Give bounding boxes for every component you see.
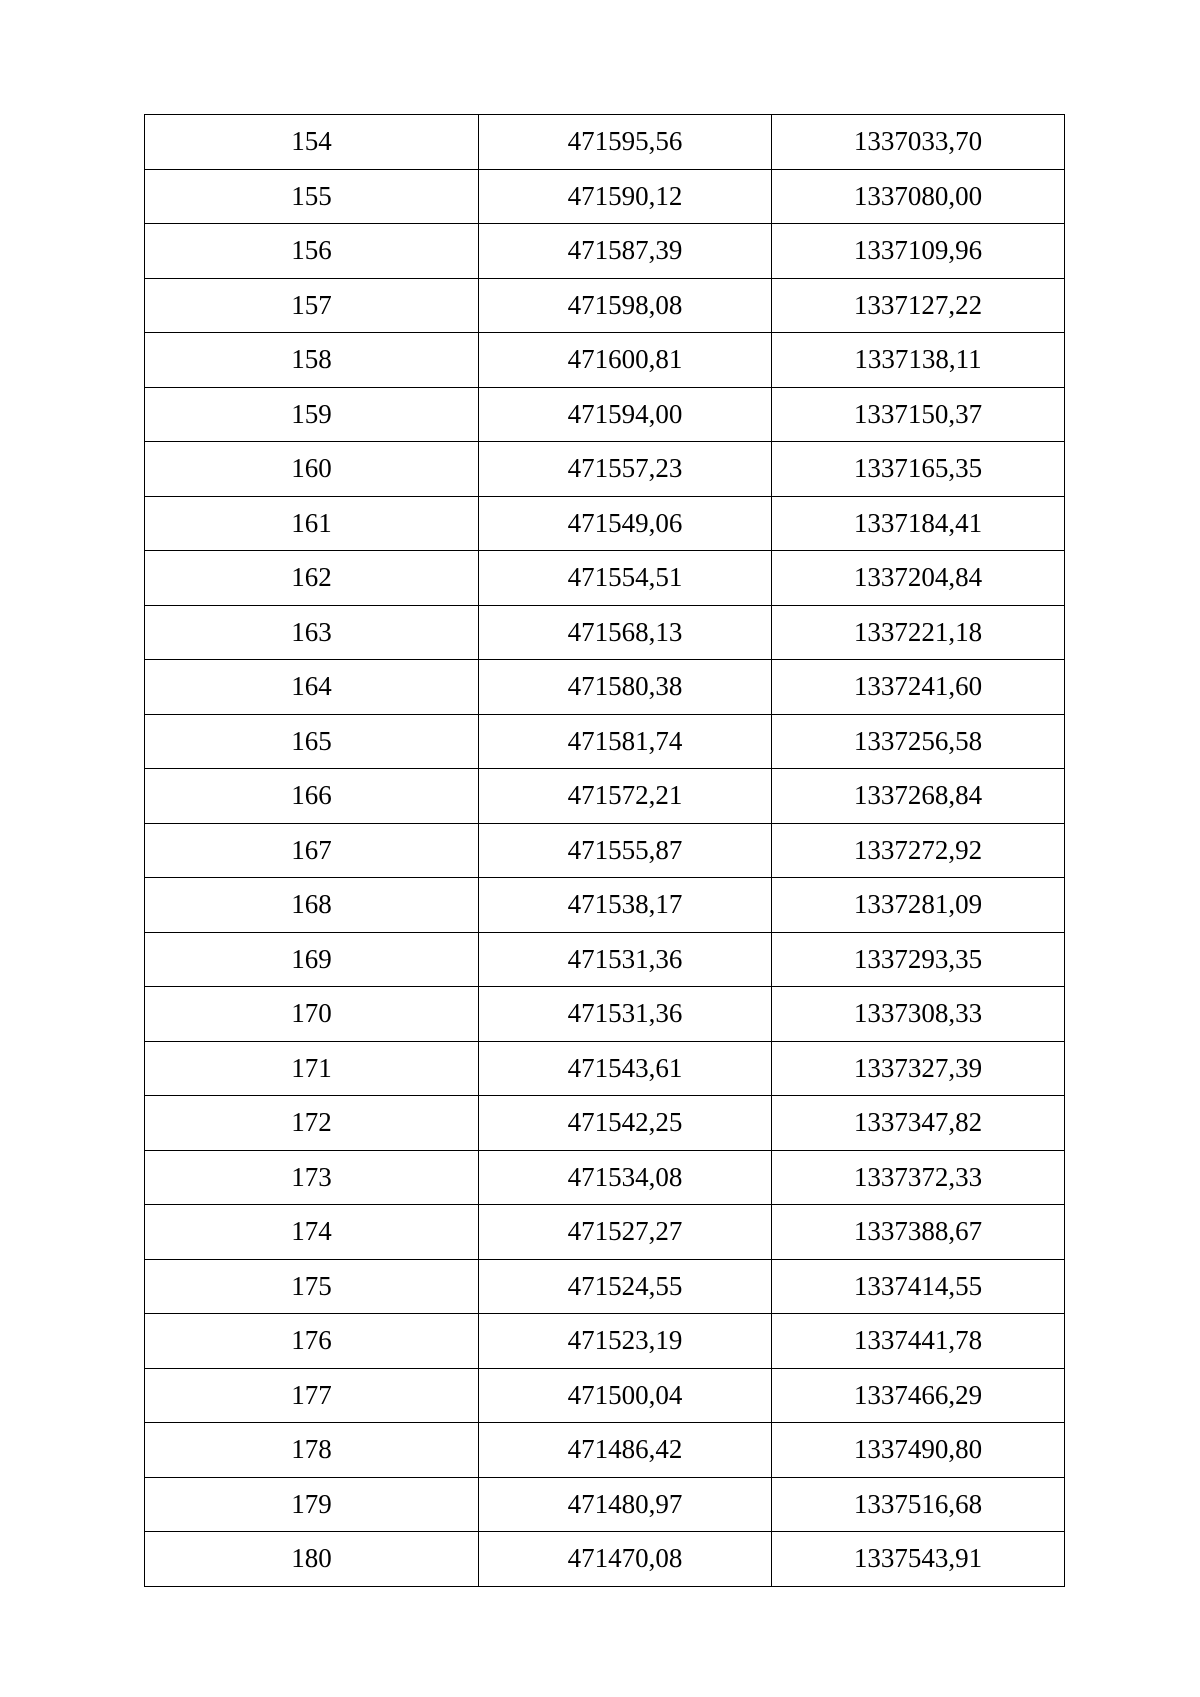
y-coordinate-cell: 1337204,84	[772, 551, 1065, 606]
table-row	[145, 1096, 1065, 1151]
table-row	[145, 1314, 1065, 1369]
y-coordinate-cell: 1337150,37	[772, 387, 1065, 442]
point-number-cell: 178	[145, 1423, 479, 1478]
table-row	[145, 442, 1065, 497]
table-row	[145, 1259, 1065, 1314]
table-row	[145, 333, 1065, 388]
y-coordinate-cell: 1337033,70	[772, 115, 1065, 170]
point-number-cell: 171	[145, 1041, 479, 1096]
point-number-cell: 176	[145, 1314, 479, 1369]
table-row	[145, 1532, 1065, 1587]
x-coordinate-cell: 471543,61	[479, 1041, 772, 1096]
y-coordinate-cell: 1337466,29	[772, 1368, 1065, 1423]
point-number-cell: 156	[145, 224, 479, 279]
point-number-cell: 175	[145, 1259, 479, 1314]
point-number-cell: 172	[145, 1096, 479, 1151]
coordinates-table-body	[145, 115, 1065, 1587]
point-number-cell: 173	[145, 1150, 479, 1205]
x-coordinate-cell: 471534,08	[479, 1150, 772, 1205]
point-number-cell: 157	[145, 278, 479, 333]
point-number-cell: 162	[145, 551, 479, 606]
x-coordinate-cell: 471581,74	[479, 714, 772, 769]
table-row	[145, 278, 1065, 333]
point-number-cell: 155	[145, 169, 479, 224]
table-row	[145, 115, 1065, 170]
y-coordinate-cell: 1337109,96	[772, 224, 1065, 279]
x-coordinate-cell: 471527,27	[479, 1205, 772, 1260]
x-coordinate-cell: 471524,55	[479, 1259, 772, 1314]
x-coordinate-cell: 471531,36	[479, 987, 772, 1042]
point-number-cell: 165	[145, 714, 479, 769]
x-coordinate-cell: 471531,36	[479, 932, 772, 987]
table-row	[145, 823, 1065, 878]
point-number-cell: 174	[145, 1205, 479, 1260]
y-coordinate-cell: 1337372,33	[772, 1150, 1065, 1205]
y-coordinate-cell: 1337543,91	[772, 1532, 1065, 1587]
y-coordinate-cell: 1337347,82	[772, 1096, 1065, 1151]
y-coordinate-cell: 1337516,68	[772, 1477, 1065, 1532]
x-coordinate-cell: 471594,00	[479, 387, 772, 442]
point-number-cell: 161	[145, 496, 479, 551]
y-coordinate-cell: 1337241,60	[772, 660, 1065, 715]
y-coordinate-cell: 1337080,00	[772, 169, 1065, 224]
point-number-cell: 158	[145, 333, 479, 388]
x-coordinate-cell: 471470,08	[479, 1532, 772, 1587]
point-number-cell: 179	[145, 1477, 479, 1532]
table-row	[145, 660, 1065, 715]
table-row	[145, 769, 1065, 824]
y-coordinate-cell: 1337327,39	[772, 1041, 1065, 1096]
y-coordinate-cell: 1337414,55	[772, 1259, 1065, 1314]
y-coordinate-cell: 1337165,35	[772, 442, 1065, 497]
table-row	[145, 387, 1065, 442]
point-number-cell: 160	[145, 442, 479, 497]
table-row	[145, 1205, 1065, 1260]
table-row	[145, 878, 1065, 933]
point-number-cell: 167	[145, 823, 479, 878]
y-coordinate-cell: 1337256,58	[772, 714, 1065, 769]
table-row	[145, 169, 1065, 224]
coordinates-table	[144, 114, 1065, 1587]
point-number-cell: 164	[145, 660, 479, 715]
x-coordinate-cell: 471549,06	[479, 496, 772, 551]
y-coordinate-cell: 1337272,92	[772, 823, 1065, 878]
x-coordinate-cell: 471538,17	[479, 878, 772, 933]
y-coordinate-cell: 1337221,18	[772, 605, 1065, 660]
table-row	[145, 987, 1065, 1042]
point-number-cell: 166	[145, 769, 479, 824]
y-coordinate-cell: 1337268,84	[772, 769, 1065, 824]
y-coordinate-cell: 1337308,33	[772, 987, 1065, 1042]
point-number-cell: 170	[145, 987, 479, 1042]
table-row	[145, 1423, 1065, 1478]
x-coordinate-cell: 471480,97	[479, 1477, 772, 1532]
table-row	[145, 1477, 1065, 1532]
x-coordinate-cell: 471572,21	[479, 769, 772, 824]
x-coordinate-cell: 471580,38	[479, 660, 772, 715]
x-coordinate-cell: 471500,04	[479, 1368, 772, 1423]
x-coordinate-cell: 471555,87	[479, 823, 772, 878]
x-coordinate-cell: 471595,56	[479, 115, 772, 170]
x-coordinate-cell: 471557,23	[479, 442, 772, 497]
x-coordinate-cell: 471568,13	[479, 605, 772, 660]
y-coordinate-cell: 1337441,78	[772, 1314, 1065, 1369]
table-row	[145, 224, 1065, 279]
x-coordinate-cell: 471523,19	[479, 1314, 772, 1369]
table-row	[145, 1041, 1065, 1096]
point-number-cell: 159	[145, 387, 479, 442]
table-row	[145, 1368, 1065, 1423]
y-coordinate-cell: 1337490,80	[772, 1423, 1065, 1478]
x-coordinate-cell: 471587,39	[479, 224, 772, 279]
table-row	[145, 551, 1065, 606]
point-number-cell: 154	[145, 115, 479, 170]
x-coordinate-cell: 471598,08	[479, 278, 772, 333]
y-coordinate-cell: 1337184,41	[772, 496, 1065, 551]
x-coordinate-cell: 471486,42	[479, 1423, 772, 1478]
y-coordinate-cell: 1337138,11	[772, 333, 1065, 388]
table-row	[145, 932, 1065, 987]
table-row	[145, 605, 1065, 660]
table-row	[145, 1150, 1065, 1205]
point-number-cell: 169	[145, 932, 479, 987]
y-coordinate-cell: 1337281,09	[772, 878, 1065, 933]
table-row	[145, 496, 1065, 551]
point-number-cell: 177	[145, 1368, 479, 1423]
y-coordinate-cell: 1337293,35	[772, 932, 1065, 987]
point-number-cell: 163	[145, 605, 479, 660]
x-coordinate-cell: 471600,81	[479, 333, 772, 388]
y-coordinate-cell: 1337388,67	[772, 1205, 1065, 1260]
x-coordinate-cell: 471590,12	[479, 169, 772, 224]
y-coordinate-cell: 1337127,22	[772, 278, 1065, 333]
point-number-cell: 180	[145, 1532, 479, 1587]
x-coordinate-cell: 471554,51	[479, 551, 772, 606]
point-number-cell: 168	[145, 878, 479, 933]
x-coordinate-cell: 471542,25	[479, 1096, 772, 1151]
table-row	[145, 714, 1065, 769]
